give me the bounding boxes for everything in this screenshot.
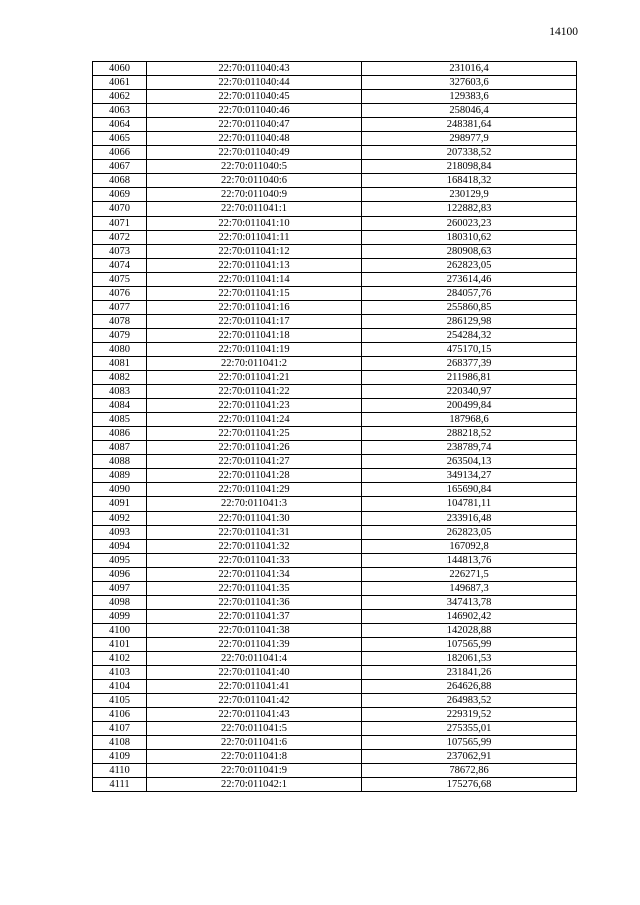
cadastral-value-cell: 226271,5 (362, 567, 577, 581)
table-row (93, 750, 577, 764)
row-number-cell: 4076 (93, 286, 147, 300)
cadastral-number-cell: 22:70:011040:6 (147, 174, 362, 188)
cadastral-number-cell: 22:70:011041:23 (147, 399, 362, 413)
table-row (93, 371, 577, 385)
cadastral-number-cell: 22:70:011041:12 (147, 244, 362, 258)
cadastral-number-cell: 22:70:011042:1 (147, 778, 362, 792)
row-number-cell: 4088 (93, 455, 147, 469)
cadastral-value-cell: 180310,62 (362, 230, 577, 244)
cadastral-number-cell: 22:70:011041:21 (147, 371, 362, 385)
table-row (93, 272, 577, 286)
cadastral-number-cell: 22:70:011041:5 (147, 722, 362, 736)
row-number-cell: 4111 (93, 778, 147, 792)
row-number-cell: 4062 (93, 90, 147, 104)
row-number-cell: 4094 (93, 539, 147, 553)
row-number-cell: 4074 (93, 258, 147, 272)
table-row (93, 680, 577, 694)
row-number-cell: 4087 (93, 441, 147, 455)
table-row (93, 708, 577, 722)
table-row (93, 342, 577, 356)
row-number-cell: 4095 (93, 553, 147, 567)
cadastral-value-cell: 233916,48 (362, 511, 577, 525)
table-row (93, 441, 577, 455)
table-row (93, 553, 577, 567)
cadastral-number-cell: 22:70:011041:29 (147, 483, 362, 497)
cadastral-number-cell: 22:70:011040:47 (147, 118, 362, 132)
table-row (93, 637, 577, 651)
table-row (93, 567, 577, 581)
cadastral-value-cell: 207338,52 (362, 146, 577, 160)
cadastral-number-cell: 22:70:011041:24 (147, 413, 362, 427)
row-number-cell: 4084 (93, 399, 147, 413)
cadastral-number-cell: 22:70:011041:41 (147, 680, 362, 694)
cadastral-number-cell: 22:70:011041:3 (147, 497, 362, 511)
cadastral-number-cell: 22:70:011041:36 (147, 595, 362, 609)
row-number-cell: 4103 (93, 666, 147, 680)
cadastral-value-table (92, 61, 577, 792)
table-row (93, 764, 577, 778)
cadastral-value-cell: 78672,86 (362, 764, 577, 778)
cadastral-value-cell: 327603,6 (362, 76, 577, 90)
cadastral-number-cell: 22:70:011040:46 (147, 104, 362, 118)
cadastral-value-cell: 167092,8 (362, 539, 577, 553)
page-number: 14100 (549, 26, 578, 38)
cadastral-number-cell: 22:70:011041:13 (147, 258, 362, 272)
cadastral-number-cell: 22:70:011041:22 (147, 385, 362, 399)
cadastral-value-cell: 262823,05 (362, 525, 577, 539)
row-number-cell: 4079 (93, 328, 147, 342)
row-number-cell: 4110 (93, 764, 147, 778)
row-number-cell: 4098 (93, 595, 147, 609)
table-row (93, 469, 577, 483)
cadastral-number-cell: 22:70:011040:9 (147, 188, 362, 202)
table-row (93, 651, 577, 665)
row-number-cell: 4067 (93, 160, 147, 174)
table-row (93, 609, 577, 623)
row-number-cell: 4065 (93, 132, 147, 146)
table-row (93, 104, 577, 118)
cadastral-value-cell: 146902,42 (362, 609, 577, 623)
cadastral-value-cell: 144813,76 (362, 553, 577, 567)
row-number-cell: 4105 (93, 694, 147, 708)
table-row (93, 455, 577, 469)
cadastral-value-cell: 218098,84 (362, 160, 577, 174)
cadastral-value-cell: 268377,39 (362, 356, 577, 370)
row-number-cell: 4060 (93, 62, 147, 76)
cadastral-number-cell: 22:70:011041:27 (147, 455, 362, 469)
cadastral-value-cell: 264626,88 (362, 680, 577, 694)
cadastral-value-cell: 104781,11 (362, 497, 577, 511)
row-number-cell: 4101 (93, 637, 147, 651)
row-number-cell: 4068 (93, 174, 147, 188)
cadastral-value-cell: 475170,15 (362, 342, 577, 356)
cadastral-number-cell: 22:70:011041:31 (147, 525, 362, 539)
row-number-cell: 4102 (93, 651, 147, 665)
cadastral-value-cell: 275355,01 (362, 722, 577, 736)
table-row (93, 118, 577, 132)
cadastral-value-cell: 122882,83 (362, 202, 577, 216)
row-number-cell: 4106 (93, 708, 147, 722)
cadastral-number-cell: 22:70:011041:4 (147, 651, 362, 665)
cadastral-number-cell: 22:70:011041:10 (147, 216, 362, 230)
cadastral-value-cell: 237062,91 (362, 750, 577, 764)
table-row (93, 539, 577, 553)
row-number-cell: 4069 (93, 188, 147, 202)
table-row (93, 314, 577, 328)
row-number-cell: 4066 (93, 146, 147, 160)
cadastral-number-cell: 22:70:011040:45 (147, 90, 362, 104)
cadastral-value-cell: 238789,74 (362, 441, 577, 455)
row-number-cell: 4077 (93, 300, 147, 314)
cadastral-number-cell: 22:70:011041:30 (147, 511, 362, 525)
cadastral-number-cell: 22:70:011041:8 (147, 750, 362, 764)
cadastral-number-cell: 22:70:011041:2 (147, 356, 362, 370)
table-row (93, 385, 577, 399)
table-body (93, 62, 577, 792)
table-row (93, 188, 577, 202)
cadastral-value-cell: 107565,99 (362, 637, 577, 651)
cadastral-number-cell: 22:70:011041:9 (147, 764, 362, 778)
row-number-cell: 4090 (93, 483, 147, 497)
table-row (93, 413, 577, 427)
cadastral-value-cell: 142028,88 (362, 623, 577, 637)
table-row (93, 399, 577, 413)
row-number-cell: 4097 (93, 581, 147, 595)
cadastral-value-cell: 254284,32 (362, 328, 577, 342)
table-row (93, 160, 577, 174)
row-number-cell: 4070 (93, 202, 147, 216)
table-row (93, 595, 577, 609)
cadastral-value-cell: 264983,52 (362, 694, 577, 708)
row-number-cell: 4104 (93, 680, 147, 694)
table-row (93, 300, 577, 314)
cadastral-value-cell: 258046,4 (362, 104, 577, 118)
cadastral-value-cell: 165690,84 (362, 483, 577, 497)
cadastral-value-cell: 298977,9 (362, 132, 577, 146)
table-row (93, 666, 577, 680)
cadastral-number-cell: 22:70:011041:15 (147, 286, 362, 300)
table-row (93, 146, 577, 160)
row-number-cell: 4075 (93, 272, 147, 286)
row-number-cell: 4093 (93, 525, 147, 539)
cadastral-number-cell: 22:70:011041:26 (147, 441, 362, 455)
row-number-cell: 4100 (93, 623, 147, 637)
row-number-cell: 4085 (93, 413, 147, 427)
cadastral-value-cell: 129383,6 (362, 90, 577, 104)
row-number-cell: 4109 (93, 750, 147, 764)
cadastral-number-cell: 22:70:011041:34 (147, 567, 362, 581)
row-number-cell: 4083 (93, 385, 147, 399)
cadastral-number-cell: 22:70:011040:44 (147, 76, 362, 90)
table-row (93, 244, 577, 258)
cadastral-number-cell: 22:70:011041:11 (147, 230, 362, 244)
table-row (93, 483, 577, 497)
row-number-cell: 4086 (93, 427, 147, 441)
cadastral-number-cell: 22:70:011041:37 (147, 609, 362, 623)
cadastral-number-cell: 22:70:011041:38 (147, 623, 362, 637)
row-number-cell: 4071 (93, 216, 147, 230)
table-row (93, 202, 577, 216)
cadastral-number-cell: 22:70:011041:19 (147, 342, 362, 356)
row-number-cell: 4099 (93, 609, 147, 623)
cadastral-number-cell: 22:70:011041:14 (147, 272, 362, 286)
cadastral-number-cell: 22:70:011041:43 (147, 708, 362, 722)
cadastral-number-cell: 22:70:011040:48 (147, 132, 362, 146)
row-number-cell: 4107 (93, 722, 147, 736)
row-number-cell: 4089 (93, 469, 147, 483)
table-row (93, 328, 577, 342)
cadastral-value-cell: 255860,85 (362, 300, 577, 314)
table-row (93, 286, 577, 300)
row-number-cell: 4061 (93, 76, 147, 90)
cadastral-number-cell: 22:70:011041:28 (147, 469, 362, 483)
cadastral-number-cell: 22:70:011041:1 (147, 202, 362, 216)
table-row (93, 90, 577, 104)
table-row (93, 216, 577, 230)
cadastral-number-cell: 22:70:011041:33 (147, 553, 362, 567)
row-number-cell: 4064 (93, 118, 147, 132)
cadastral-number-cell: 22:70:011040:5 (147, 160, 362, 174)
table-row (93, 778, 577, 792)
cadastral-number-cell: 22:70:011041:35 (147, 581, 362, 595)
cadastral-number-cell: 22:70:011041:25 (147, 427, 362, 441)
table-row (93, 736, 577, 750)
cadastral-value-cell: 231841,26 (362, 666, 577, 680)
table-row (93, 581, 577, 595)
cadastral-value-cell: 107565,99 (362, 736, 577, 750)
cadastral-value-cell: 200499,84 (362, 399, 577, 413)
row-number-cell: 4081 (93, 356, 147, 370)
table-row (93, 525, 577, 539)
cadastral-value-cell: 263504,13 (362, 455, 577, 469)
table-row (93, 174, 577, 188)
table-row (93, 623, 577, 637)
cadastral-value-cell: 280908,63 (362, 244, 577, 258)
cadastral-number-cell: 22:70:011041:40 (147, 666, 362, 680)
cadastral-value-cell: 349134,27 (362, 469, 577, 483)
cadastral-value-cell: 347413,78 (362, 595, 577, 609)
table-row (93, 497, 577, 511)
cadastral-value-cell: 260023,23 (362, 216, 577, 230)
cadastral-value-cell: 284057,76 (362, 286, 577, 300)
cadastral-value-cell: 187968,6 (362, 413, 577, 427)
cadastral-number-cell: 22:70:011041:18 (147, 328, 362, 342)
cadastral-value-cell: 288218,52 (362, 427, 577, 441)
row-number-cell: 4092 (93, 511, 147, 525)
cadastral-value-cell: 231016,4 (362, 62, 577, 76)
cadastral-value-cell: 230129,9 (362, 188, 577, 202)
cadastral-number-cell: 22:70:011041:17 (147, 314, 362, 328)
table-row (93, 132, 577, 146)
table-row (93, 258, 577, 272)
cadastral-number-cell: 22:70:011041:39 (147, 637, 362, 651)
table-row (93, 722, 577, 736)
row-number-cell: 4082 (93, 371, 147, 385)
row-number-cell: 4063 (93, 104, 147, 118)
cadastral-value-cell: 262823,05 (362, 258, 577, 272)
row-number-cell: 4078 (93, 314, 147, 328)
table-row (93, 356, 577, 370)
cadastral-value-cell: 220340,97 (362, 385, 577, 399)
cadastral-number-cell: 22:70:011041:32 (147, 539, 362, 553)
table-row (93, 427, 577, 441)
row-number-cell: 4073 (93, 244, 147, 258)
table-row (93, 511, 577, 525)
row-number-cell: 4072 (93, 230, 147, 244)
cadastral-value-cell: 229319,52 (362, 708, 577, 722)
cadastral-value-cell: 286129,98 (362, 314, 577, 328)
cadastral-value-cell: 182061,53 (362, 651, 577, 665)
cadastral-value-cell: 149687,3 (362, 581, 577, 595)
table-row (93, 62, 577, 76)
row-number-cell: 4091 (93, 497, 147, 511)
table-row (93, 76, 577, 90)
table-row (93, 230, 577, 244)
cadastral-value-cell: 248381,64 (362, 118, 577, 132)
cadastral-value-cell: 211986,81 (362, 371, 577, 385)
table-row (93, 694, 577, 708)
cadastral-number-cell: 22:70:011040:43 (147, 62, 362, 76)
cadastral-value-cell: 175276,68 (362, 778, 577, 792)
cadastral-number-cell: 22:70:011041:42 (147, 694, 362, 708)
row-number-cell: 4096 (93, 567, 147, 581)
row-number-cell: 4108 (93, 736, 147, 750)
cadastral-value-cell: 273614,46 (362, 272, 577, 286)
row-number-cell: 4080 (93, 342, 147, 356)
cadastral-number-cell: 22:70:011041:6 (147, 736, 362, 750)
cadastral-number-cell: 22:70:011040:49 (147, 146, 362, 160)
cadastral-value-cell: 168418,32 (362, 174, 577, 188)
cadastral-number-cell: 22:70:011041:16 (147, 300, 362, 314)
